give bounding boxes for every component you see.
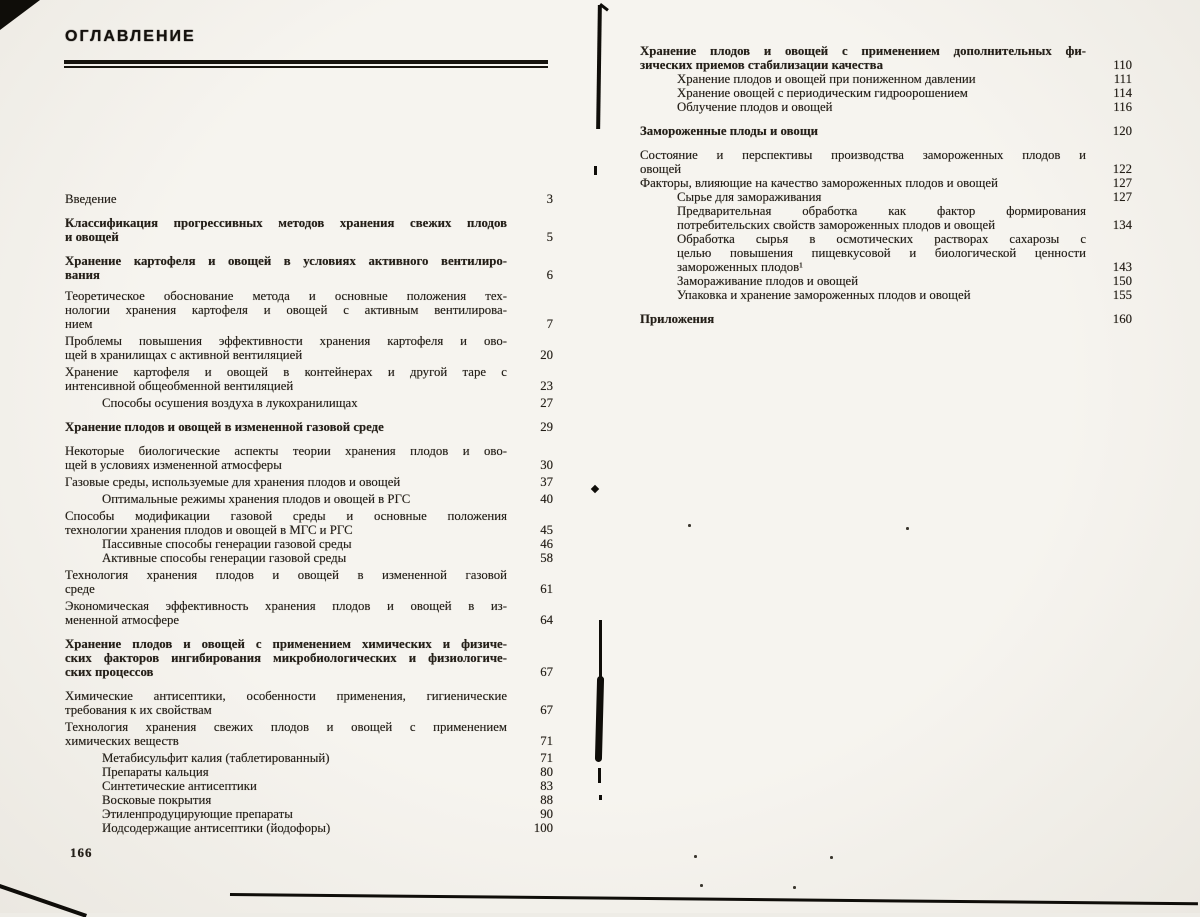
toc-entry-page: 122 bbox=[1112, 162, 1132, 176]
toc-entry-page: 6 bbox=[546, 268, 553, 282]
toc-entry-page: 5 bbox=[546, 230, 553, 244]
ink-speck bbox=[830, 856, 833, 859]
toc-entry bbox=[677, 100, 1132, 114]
toc-entry-text: Экономическая эффективность хранения плодов и овощей в из- мененной атмосфере bbox=[65, 599, 507, 627]
toc-entry-text: Синтетические антисептики bbox=[102, 779, 257, 793]
toc-entry-text: Метабисульфит калия (таблетированный) bbox=[102, 751, 330, 765]
toc-entry bbox=[102, 492, 553, 506]
toc-entry-page: 40 bbox=[540, 492, 553, 506]
toc-entry-page: 61 bbox=[540, 582, 553, 596]
toc-entry-text: Предварительная обработка как фактор формирования потребительских свойств замороженных плодов и овощей bbox=[677, 204, 1086, 232]
toc-entry-text: Хранение плодов и овощей с применением дополнительных фи- зических приемов стабилизации качества bbox=[640, 44, 1086, 72]
toc-entry bbox=[677, 232, 1132, 274]
toc-entry bbox=[65, 475, 553, 489]
toc-entry bbox=[102, 793, 553, 807]
toc-entry-text: Факторы, влияющие на качество замороженных плодов и овощей bbox=[640, 176, 998, 190]
toc-entry-text: Состояние и перспективы производства замороженных плодов и овощей bbox=[640, 148, 1086, 176]
toc-entry-text: Пассивные способы генерации газовой среды bbox=[102, 537, 352, 551]
toc-entry bbox=[65, 509, 553, 537]
ink-speck bbox=[700, 884, 703, 887]
toc-entry bbox=[677, 86, 1132, 100]
toc-entry-text: Приложения bbox=[640, 312, 715, 326]
ink-speck bbox=[688, 524, 691, 527]
title-rule bbox=[64, 60, 548, 68]
toc-entry-page: 127 bbox=[1112, 190, 1132, 204]
toc-entry-text: Облучение плодов и овощей bbox=[677, 100, 833, 114]
toc-entry-text: Этиленпродуцирующие препараты bbox=[102, 807, 293, 821]
toc-entry bbox=[65, 289, 553, 331]
toc-entry-text: Классификация прогрессивных методов хранения свежих плодов и овощей bbox=[65, 216, 507, 244]
toc-entry-page: 20 bbox=[540, 348, 553, 362]
toc-entry-page: 116 bbox=[1113, 100, 1132, 114]
toc-entry-page: 111 bbox=[1113, 72, 1132, 86]
toc-entry-text: Хранение овощей с периодическим гидроорошением bbox=[677, 86, 968, 100]
toc-entry-page: 58 bbox=[540, 551, 553, 565]
toc-entry-page: 110 bbox=[1113, 58, 1132, 72]
toc-entry-page: 80 bbox=[540, 765, 553, 779]
toc-entry bbox=[102, 779, 553, 793]
toc-entry bbox=[102, 821, 553, 835]
toc-entry-text: Введение bbox=[65, 192, 117, 206]
ink-speck bbox=[694, 855, 697, 858]
toc-entry-page: 71 bbox=[540, 751, 553, 765]
title-rule-thick bbox=[64, 60, 548, 64]
toc-entry-page: 27 bbox=[540, 396, 553, 410]
gutter-mark bbox=[598, 768, 601, 783]
toc-entry-page: 37 bbox=[540, 475, 553, 489]
toc-entry bbox=[640, 176, 1132, 190]
toc-entry-page: 3 bbox=[546, 192, 553, 206]
toc-entry-text: Сырье для замораживания bbox=[677, 190, 822, 204]
page-number: 166 bbox=[70, 845, 93, 860]
toc-entry-page: 155 bbox=[1112, 288, 1132, 302]
toc-entry-text: Проблемы повышения эффективности хранения картофеля и ово- щей в хранилищах с активной вентиляцией bbox=[65, 334, 507, 362]
toc-entry-page: 67 bbox=[540, 665, 553, 679]
toc-entry bbox=[677, 204, 1132, 232]
toc-entry-text: Технология хранения свежих плодов и овощей с применением химических веществ bbox=[65, 720, 507, 748]
toc-entry bbox=[65, 216, 553, 244]
toc-entry-text: Замороженные плоды и овощи bbox=[640, 124, 819, 138]
toc-entry bbox=[677, 190, 1132, 204]
toc-entry bbox=[65, 568, 553, 596]
toc-entry-text: Замораживание плодов и овощей bbox=[677, 274, 859, 288]
toc-entry bbox=[640, 148, 1132, 176]
toc-entry bbox=[640, 124, 1132, 138]
toc-entry bbox=[65, 334, 553, 362]
gutter-mark bbox=[599, 620, 602, 678]
toc-entry-page: 88 bbox=[540, 793, 553, 807]
toc-entry bbox=[640, 44, 1132, 72]
toc-entry-text: Хранение картофеля и овощей в контейнерах и другой таре с интенсивной общеобменной вентиляцией bbox=[65, 365, 507, 393]
ink-speck bbox=[793, 886, 796, 889]
toc-entry bbox=[65, 444, 553, 472]
toc-entry-text: Активные способы генерации газовой среды bbox=[102, 551, 347, 565]
toc-entry bbox=[102, 765, 553, 779]
page-title: ОГЛАВЛЕНИЕ bbox=[65, 28, 196, 45]
gutter-mark bbox=[599, 795, 602, 800]
toc-entry-page: 67 bbox=[540, 703, 553, 717]
toc-entry-page: 127 bbox=[1112, 176, 1132, 190]
toc-entry bbox=[677, 72, 1132, 86]
toc-entry-text: Оптимальные режимы хранения плодов и овощей в РГС bbox=[102, 492, 411, 506]
toc-entry-page: 46 bbox=[540, 537, 553, 551]
toc-entry-text: Хранение плодов и овощей в измененной газовой среде bbox=[65, 420, 384, 434]
toc-entry-text: Способы модификации газовой среды и основные положения технологии хранения плодов и овощей в МГС и РГС bbox=[65, 509, 507, 537]
toc-entry-text: Химические антисептики, особенности применения, гигиенические требования к их свойствам bbox=[65, 689, 507, 717]
toc-entry-page: 23 bbox=[540, 379, 553, 393]
toc-entry bbox=[65, 254, 553, 282]
toc-entry bbox=[102, 537, 553, 551]
toc-entry-page: 150 bbox=[1112, 274, 1132, 288]
toc-entry-text: Иодсодержащие антисептики (йодофоры) bbox=[102, 821, 331, 835]
toc-entry-text: Хранение картофеля и овощей в условиях активного вентилиро- вания bbox=[65, 254, 507, 282]
toc-entry bbox=[102, 551, 553, 565]
toc-entry-page: 30 bbox=[540, 458, 553, 472]
toc-entry-page: 120 bbox=[1112, 124, 1132, 138]
toc-entry-page: 134 bbox=[1112, 218, 1132, 232]
toc-entry-page: 7 bbox=[546, 317, 553, 331]
toc-entry-text: Хранение плодов и овощей с применением химических и физиче- ских факторов ингибирования микробиологических и физиологиче- ских процессов bbox=[65, 637, 507, 679]
toc-entry-text: Обработка сырья в осмотических растворах сахарозы с целью повышения пищевкусовой и биологической ценности замороженных плодов¹ bbox=[677, 232, 1086, 274]
toc-entry-text: Способы осушения воздуха в лукохранилищах bbox=[102, 396, 358, 410]
toc-entry-page: 45 bbox=[540, 523, 553, 537]
toc-entry-text: Упаковка и хранение замороженных плодов и овощей bbox=[677, 288, 971, 302]
toc-entry-text: Некоторые биологические аспекты теории хранения плодов и ово- щей в условиях измененной атмосферы bbox=[65, 444, 507, 472]
toc-entry bbox=[640, 312, 1132, 326]
toc-entry bbox=[102, 396, 553, 410]
toc-entry-page: 160 bbox=[1112, 312, 1132, 326]
toc-entry-text: Хранение плодов и овощей при пониженном давлении bbox=[677, 72, 976, 86]
toc-entry bbox=[65, 720, 553, 748]
toc-entry-page: 143 bbox=[1112, 260, 1132, 274]
toc-entry bbox=[677, 274, 1132, 288]
toc-left-column bbox=[65, 192, 553, 835]
toc-entry bbox=[102, 807, 553, 821]
toc-entry bbox=[65, 599, 553, 627]
gutter-mark bbox=[594, 166, 597, 175]
toc-entry-text: Восковые покрытия bbox=[102, 793, 212, 807]
toc-right-column bbox=[640, 44, 1132, 326]
ink-speck bbox=[906, 527, 909, 530]
toc-entry-page: 100 bbox=[533, 821, 553, 835]
toc-entry-page: 114 bbox=[1113, 86, 1132, 100]
toc-entry-page: 71 bbox=[540, 734, 553, 748]
toc-entry-page: 90 bbox=[540, 807, 553, 821]
toc-entry-page: 64 bbox=[540, 613, 553, 627]
toc-entry-text: Препараты кальция bbox=[102, 765, 209, 779]
title-rule-thin bbox=[64, 66, 548, 68]
toc-entry bbox=[65, 689, 553, 717]
toc-entry-text: Технология хранения плодов и овощей в измененной газовой среде bbox=[65, 568, 507, 596]
toc-entry-page: 83 bbox=[540, 779, 553, 793]
toc-entry-text: Теоретическое обоснование метода и основные положения тех- нологии хранения картофеля и овощей с активным вентилирова- нием bbox=[65, 289, 507, 331]
toc-entry bbox=[65, 420, 553, 434]
toc-entry-text: Газовые среды, используемые для хранения плодов и овощей bbox=[65, 475, 401, 489]
toc-entry bbox=[65, 192, 553, 206]
toc-entry bbox=[677, 288, 1132, 302]
toc-entry-page: 29 bbox=[540, 420, 553, 434]
toc-entry bbox=[65, 637, 553, 679]
toc-entry bbox=[102, 751, 553, 765]
toc-entry bbox=[65, 365, 553, 393]
